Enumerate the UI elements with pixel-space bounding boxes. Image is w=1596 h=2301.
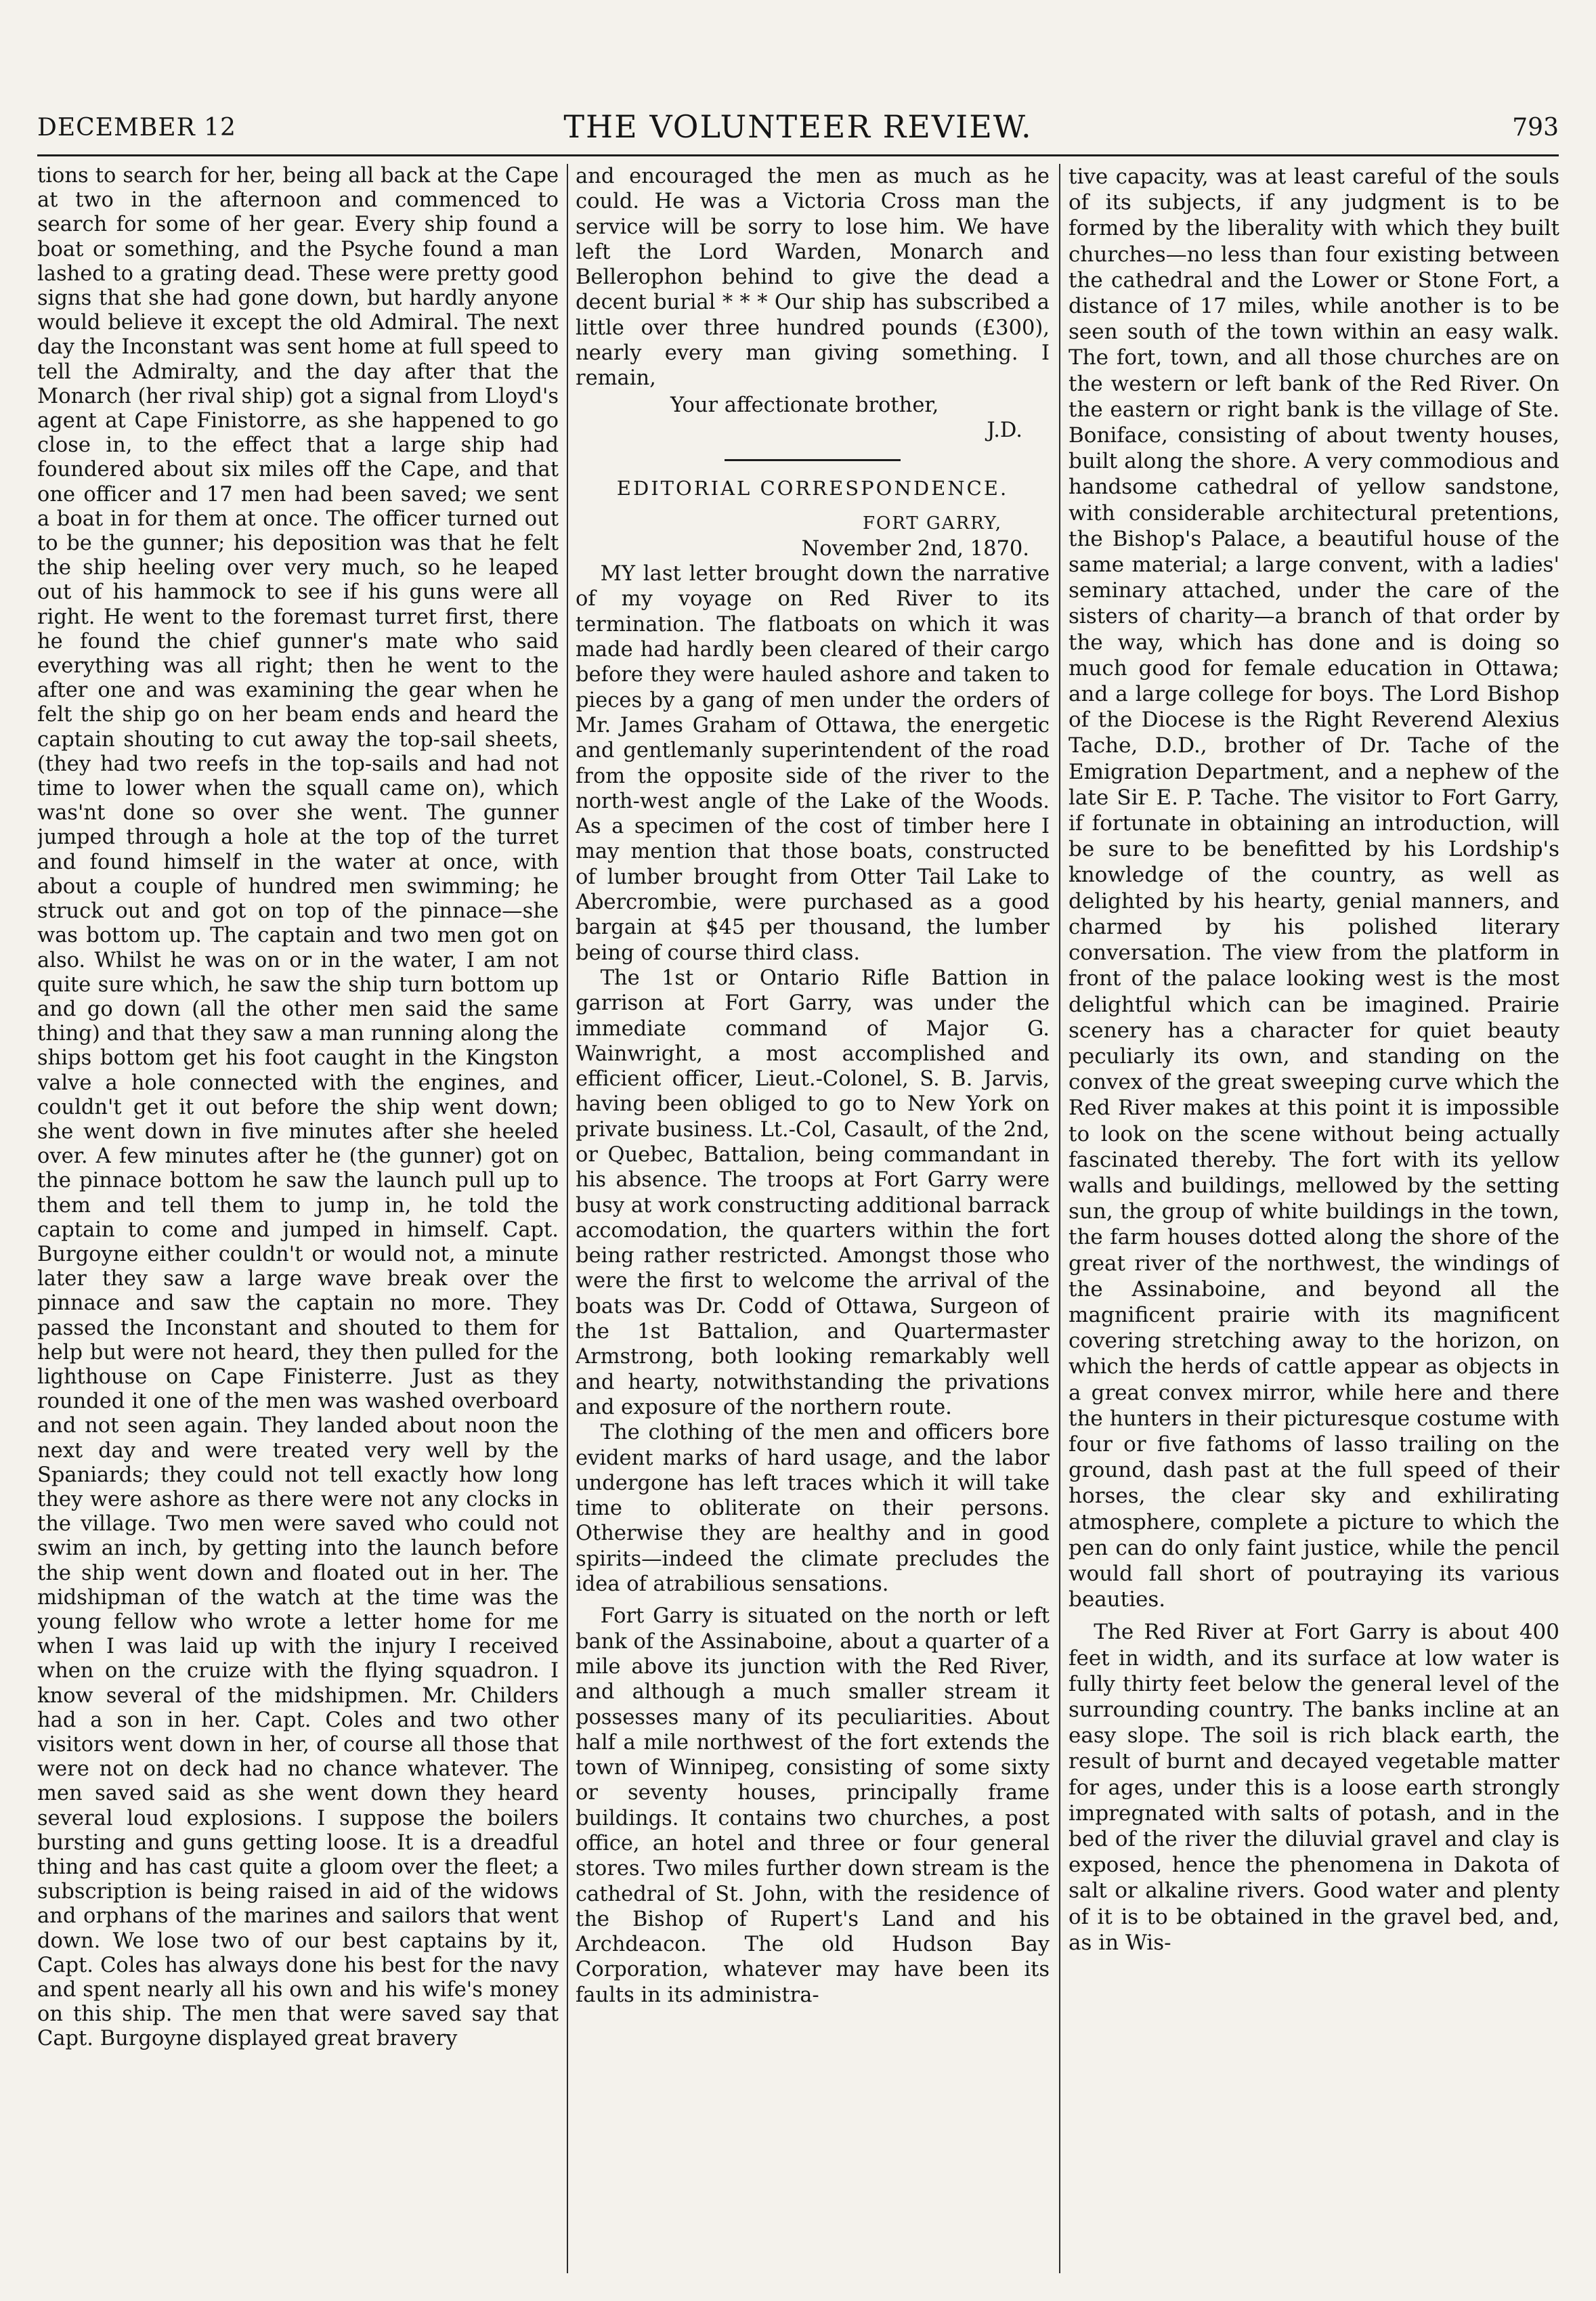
- letter-closing: Your affectionate brother,: [670, 393, 939, 417]
- dateline-place: FORT GARRY,: [862, 513, 1002, 534]
- section-rule: [725, 459, 901, 461]
- column-separator-1: [567, 164, 568, 2273]
- page-header: [37, 108, 1559, 149]
- column-1: [37, 164, 559, 2273]
- publication-title: THE VOLUNTEER REVIEW.: [563, 108, 1033, 145]
- column-separator-2: [1059, 164, 1060, 2273]
- col2-paragraph-2: The 1st or Ontario Rifle Battion in garrison at Fort Garry, was under the immediate command of Major G. Wainwright, a most accomplished and efficient officer, Lieut.-Colonel, S. B. Jarvis, having been obliged to go to New York on private business. Lt.-Col, Casault, of the 2nd, or Quebec, Battalion, being commandant in his absence. The troops at Fort Garry were busy at work constructing additional barrack accomodation, the quarters within the fort being rather restricted. Amongst those who were the first to welcome the arrival of the boats was Dr. Codd of Ottawa, Surgeon of the 1st Battalion, and Quartermaster Armstrong, both looking remarkably well and hearty, notwithstanding the privations and exposure of the northern route.: [576, 966, 1050, 1419]
- dateline-date: November 2nd, 1870.: [801, 536, 1029, 561]
- column-2: [576, 164, 1050, 2273]
- column-3: [1069, 164, 1559, 2273]
- col2-paragraph-4: Fort Garry is situated on the north or left bank of the Assinaboine, about a quarter of a mile above its junction with the Red River, and although a much smaller stream it possesses many of its peculiarities. About half a mile northwest of the fort extends the town of Winnipeg, consisting of some sixty or seventy houses, principally frame buildings. It contains two churches, a post office, an hotel and three or four general stores. Two miles further down stream is the cathedral of St. John, with the residence of the Bishop of Rupert's Land and his Archdeacon. The old Hudson Bay Corporation, whatever may have been its faults in its administra-: [576, 1604, 1050, 2007]
- col1-paragraph-1: tions to search for her, being all back at the Cape at two in the afternoon and commenced to search for some of her gear. Every ship found a boat or something, and the Psyche found a man lashed to a grating dead. These were pretty good signs that she had gone down, but hardly anyone would believe it except the old Admiral. The next day the Inconstant was sent home at full speed to tell the Admiralty, and the day after that the Monarch (her rival ship) got a signal from Lloyd's agent at Cape Finistorre, as she happened to go close in, to the effect that a large ship had foundered about six miles off the Cape, and that one officer and 17 men had been saved; we sent a boat in for them at once. The officer turned out to be the gunner; his deposition was that he felt the ship heeling over very much, so he leaped out of his hammock to see if his guns were all right. He went to the foremast turret first, there he found the chief gunner's mate who said everything was all right; then he went to the after one and was examining the gear when he felt the ship go on her beam ends and heard the captain shouting to cut away the top-sail sheets, (they had two reefs in the top-sails and had not time to lower when the squall came on), which was'nt done so over she went. The gunner jumped through a hole at the top of the turret and found himself in the water at once, with about a couple of hundred men swimming; he struck out and got on top of the pinnace—she was bottom up. The captain and two men got on also. Whilst he was on or in the water, I am not quite sure which, he saw the ship turn bottom up and go down (all the other men said the same thing) and that they saw a man running along the ships bottom get his foot caught in the Kingston valve a hole connected with the engines, and couldn't get it out before the ship went down; she went down in five minutes after she heeled over. A few minutes after he (the gunner) got on the pinnace bottom he saw the launch pull up to them and tell them to jump in, he told the captain to come and jumped in himself. Capt. Burgoyne either couldn't or would not, a minute later they saw a large wave break over the pinnace and saw the captain no more. They passed the Inconstant and shouted to them for help but were not heard, they then pulled for the lighthouse on Cape Finisterre. Just as they rounded it one of the men was washed overboard and not seen again. They landed about noon the next day and were treated very well by the Spaniards; they could not tell exactly how long they were ashore as there were not any clocks in the village. Two men were saved who could not swim an inch, by getting into the launch before the ship went down and floated out in her. The midshipman of the watch at the time was the young fellow who wrote a letter home for me when I was laid up with the injury I received when on the cruize with the flying squadron. I know several of the midshipmen. Mr. Childers had a son in her. Capt. Coles and two other visitors went down in her, of course all those that were not on deck had no chance whatever. The men saved said as she went down they heard several loud explosions. I suppose the boilers bursting and guns getting loose. It is a dreadful thing and has cast quite a gloom over the fleet; a subscription is being raised in aid of the widows and orphans of the marines and sailors that went down. We lose two of our best captains by it, Capt. Coles has always done his best for the navy and spent nearly all his own and his wife's money on this ship. The men that were saved say that Capt. Burgoyne displayed great bravery: [37, 164, 559, 2051]
- col3-paragraph-2: The Red River at Fort Garry is about 400 feet in width, and its surface at low water is fully thirty feet below the general level of the surrounding country. The banks incline at an easy slope. The soil is rich black earth, the result of burnt and decayed vegetable matter for ages, under this is a loose earth strongly impregnated with salts of potash, and in the bed of the river the diluvial gravel and clay is exposed, hence the phenomena in Dakota of salt or alkaline rivers. Good water and plenty of it is to be obtained in the gravel bed, and, as in Wis-: [1069, 1620, 1559, 1955]
- section-heading: EDITORIAL CORRESPONDENCE.: [616, 477, 1009, 500]
- col2-paragraph-1: MY last letter brought down the narrative of my voyage on Red River to its termination. The flatboats on which it was made had hardly been cleared of their cargo before they were hauled ashore and taken to pieces by a gang of men under the orders of Mr. James Graham of Ottawa, the energetic and gentlemanly superintendent of the road from the opposite side of the river to the north-west angle of the Lake of the Woods. As a specimen of the cost of timber here I may mention that those boats, constructed of lumber brought from Otter Tail Lake to Abercrombie, were purchased as a good bargain at $45 per thousand, the lumber being of course third class.: [576, 562, 1050, 965]
- col3-paragraph-1: tive capacity, was at least careful of the souls of its subjects, if any judgment is to be formed by the liberality with which they built churches—no less than four existing between the cathedral and the Lower or Stone Fort, a distance of 17 miles, while another is to be seen south of the town within an easy walk. The fort, town, and all those churches are on the western or left bank of the Red River. On the eastern or right bank is the village of Ste. Boniface, consisting of about twenty houses, built along the shore. A very commodious and handsome cathedral of yellow sandstone, with considerable architectural pretentions, the Bishop's Palace, a beautiful house of the same material; a large convent, with a ladies' seminary attached, under the care of the sisters of charity—a branch of that order by the way, which has done and is doing so much good for female education in Ottawa; and a large college for boys. The Lord Bishop of the Diocese is the Right Reverend Alexius Tache, D.D., brother of Dr. Tache of the Emigration Department, and a nephew of the late Sir E. P. Tache. The visitor to Fort Garry, if fortunate in obtaining an introduction, will be sure to be benefitted by his Lordship's knowledge of the country, as well as delighted by his hearty, genial manners, and charmed by his polished literary conversation. The view from the platform in front of the palace looking west is the most delightful which can be imagined. Prairie scenery has a character for quiet beauty peculiarly its own, and standing on the convex of the great sweeping curve which the Red River makes at this point it is impossible to look on the scene without being actually fascinated thereby. The fort with its yellow walls and buildings, mellowed by the setting sun, the group of white buildings in the town, the farm houses dotted along the shore of the great river of the northwest, the windings of the Assinaboine, and beyond all the magnificent prairie with its magnificent covering stretching away to the horizon, on which the herds of cattle appear as objects in a great convex mirror, while here and there the hunters in their picturesque costume with four or five fathoms of lasso trailing on the ground, dash past at the full speed of their horses, the clear sky and exhilirating atmosphere, complete a picture to which the pen can do only faint justice, while the pencil would fall short of poutraying its various beauties.: [1069, 165, 1559, 1612]
- letter-signature: J.D.: [987, 418, 1022, 442]
- issue-date: DECEMBER 12: [37, 114, 236, 142]
- page-number: 793: [1512, 114, 1559, 142]
- header-rule: [37, 154, 1559, 156]
- letter-conclusion: and encouraged the men as much as he could. He was a Victoria Cross man the service will be sorry to lose him. We have left the Lord Warden, Monarch and Bellerophon behind to give the dead a decent burial * * * Our ship has subscribed a little over three hundred pounds (£300), nearly every man giving something. I remain,: [576, 165, 1050, 391]
- col2-paragraph-3: The clothing of the men and officers bore evident marks of hard usage, and the labor undergone has left traces which it will take time to obliterate on their persons. Otherwise they are healthy and in good spirits—indeed the climate precludes the idea of atrabilious sensations.: [576, 1421, 1050, 1597]
